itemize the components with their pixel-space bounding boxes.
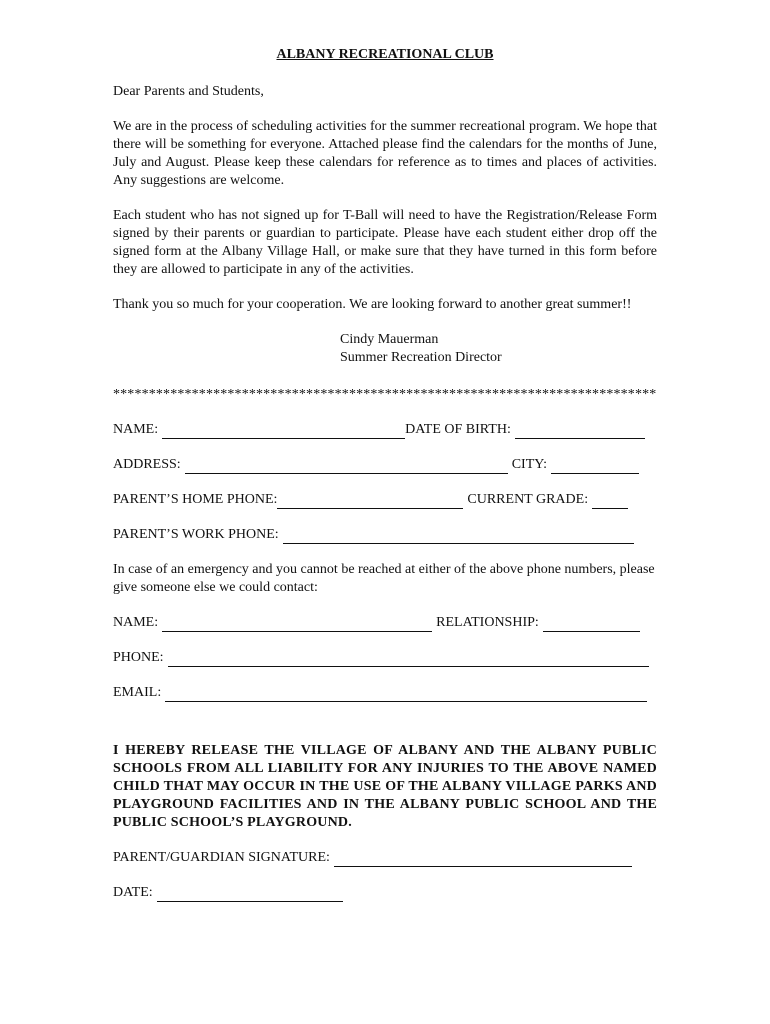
- email-label: EMAIL:: [113, 685, 162, 700]
- greeting: Dear Parents and Students,: [113, 84, 264, 99]
- work-phone-row: [113, 526, 657, 544]
- relationship-label: RELATIONSHIP:: [436, 615, 539, 630]
- phone-row: [113, 649, 657, 667]
- email-row: [113, 684, 657, 702]
- grade-label: CURRENT GRADE:: [467, 492, 589, 507]
- address-field[interactable]: [185, 459, 508, 474]
- work-phone-label: PARENT’S WORK PHONE:: [113, 527, 279, 542]
- home-phone-label: PARENT’S HOME PHONE:: [113, 492, 278, 507]
- paragraph-registration: Each student who has not signed up for T-Ball will need to have the Registration/Release Form signed by their parents or guardian to participate. Please have each student either drop off the signed form at the Albany Village Hall, or make sure that they have turned in this form before they are allowed to participate in any of the activities.: [113, 208, 657, 277]
- contact-name-label: NAME:: [113, 615, 159, 630]
- date-label: DATE:: [113, 885, 153, 900]
- relationship-field[interactable]: [543, 617, 640, 632]
- home-phone-field[interactable]: [277, 494, 463, 509]
- document-page: [113, 46, 657, 919]
- city-label: CITY:: [511, 457, 547, 472]
- document-title: ALBANY RECREATIONAL CLUB: [276, 47, 494, 62]
- address-city-row: [113, 456, 657, 474]
- signature-name: Cindy Mauerman: [340, 332, 439, 347]
- email-field[interactable]: [165, 687, 647, 702]
- signature-row: [113, 849, 657, 867]
- name-dob-row: [113, 421, 657, 439]
- signature-role: Summer Recreation Director: [340, 350, 502, 365]
- address-label: ADDRESS:: [113, 457, 181, 472]
- city-field[interactable]: [551, 459, 639, 474]
- paragraph-thanks: Thank you so much for your cooperation. We are looking forward to another great summer!!: [113, 297, 632, 312]
- dob-label: DATE OF BIRTH:: [405, 422, 511, 437]
- phone-field[interactable]: [168, 652, 649, 667]
- signature-label: PARENT/GUARDIAN SIGNATURE:: [113, 850, 330, 865]
- signature-field[interactable]: [334, 852, 632, 867]
- dob-field[interactable]: [515, 424, 645, 439]
- date-field[interactable]: [157, 887, 343, 902]
- work-phone-field[interactable]: [283, 529, 634, 544]
- phone-label: PHONE:: [113, 650, 164, 665]
- date-row: [113, 884, 657, 902]
- paragraph-schedule: We are in the process of scheduling activities for the summer recreational program. We hope that there will be something for everyone. Attached please find the calendars for the months of June, July and August. Please keep these calendars for reference as to times and places of activities. Any suggestions are welcome.: [113, 119, 657, 188]
- contact-name-row: [113, 614, 657, 632]
- separator-line: ****************************************************************************: [113, 387, 657, 402]
- emergency-instructions: In case of an emergency and you cannot be reached at either of the above phone numbers, please give someone else we could contact:: [113, 562, 655, 595]
- signature-block: [340, 331, 657, 367]
- contact-name-field[interactable]: [162, 617, 432, 632]
- name-field[interactable]: [162, 424, 405, 439]
- liability-release-text: I HEREBY RELEASE THE VILLAGE OF ALBANY AND THE ALBANY PUBLIC SCHOOLS FROM ALL LIABILITY FOR ANY INJURIES TO THE ABOVE NAMED CHILD THAT MAY OCCUR IN THE USE OF THE ALBANY VILLAGE PARKS AND PLAYGROUND FACILITIES AND IN THE ALBANY PUBLIC SCHOOL AND THE PUBLIC SCHOOL’S PLAYGROUND.: [113, 743, 657, 830]
- grade-field[interactable]: [592, 494, 628, 509]
- home-phone-row: [113, 491, 657, 509]
- name-label: NAME:: [113, 422, 159, 437]
